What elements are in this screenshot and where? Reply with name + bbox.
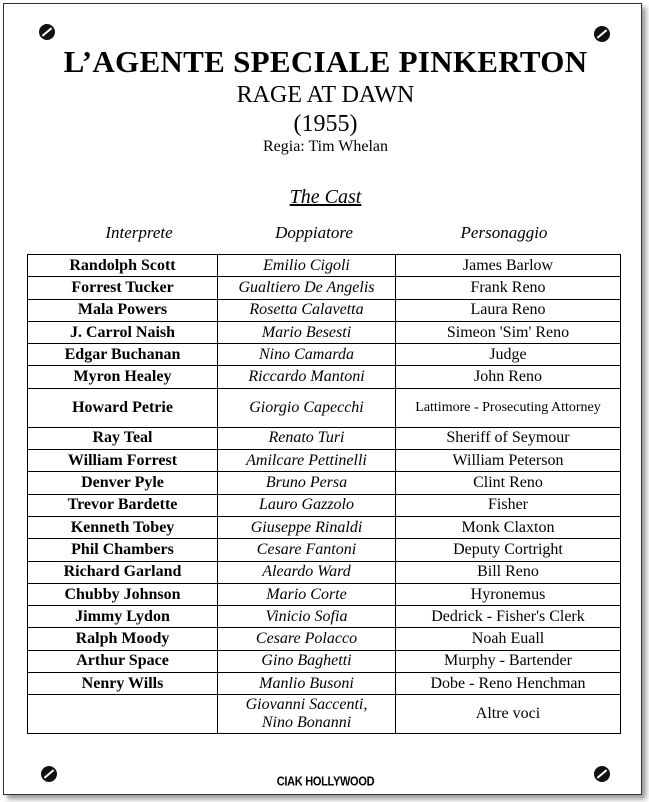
- cell-dubber: Giorgio Capecchi: [218, 388, 396, 427]
- cell-actor: William Forrest: [28, 450, 218, 472]
- cell-actor: Phil Chambers: [28, 539, 218, 561]
- cast-table: [27, 254, 621, 734]
- ciak-hollywood-logo: CIAK HOLLYWOOD: [276, 774, 375, 790]
- cell-character: Altre voci: [396, 695, 621, 734]
- cell-dubber: Bruno Persa: [218, 472, 396, 494]
- cell-actor: Trevor Bardette: [28, 494, 218, 516]
- column-header-character: Personaggio: [460, 223, 548, 242]
- cast-heading: The Cast: [289, 186, 362, 208]
- table-row: [28, 321, 621, 343]
- cell-character: Sheriff of Seymour: [396, 427, 621, 449]
- table-row: [28, 450, 621, 472]
- table-row: [28, 494, 621, 516]
- cell-actor: Jimmy Lydon: [28, 606, 218, 628]
- table-row: [28, 516, 621, 538]
- cell-character: Murphy - Bartender: [396, 650, 621, 672]
- cell-dubber: Lauro Gazzolo: [218, 494, 396, 516]
- table-row: [28, 366, 621, 388]
- cell-dubber: Amilcare Pettinelli: [218, 450, 396, 472]
- cell-actor: Edgar Buchanan: [28, 344, 218, 366]
- cell-dubber: Gualtiero De Angelis: [218, 277, 396, 299]
- cell-character: Dobe - Reno Henchman: [396, 673, 621, 695]
- cell-character: Simeon 'Sim' Reno: [396, 321, 621, 343]
- table-row: [28, 695, 621, 734]
- cell-character: Frank Reno: [396, 277, 621, 299]
- cell-dubber: Aleardo Ward: [218, 561, 396, 583]
- cell-character: James Barlow: [396, 255, 621, 277]
- cell-actor: Ralph Moody: [28, 628, 218, 650]
- cell-dubber: Nino Camarda: [218, 344, 396, 366]
- cell-character: John Reno: [396, 366, 621, 388]
- cell-character: Monk Claxton: [396, 516, 621, 538]
- column-header-dubber: Doppiatore: [275, 223, 353, 242]
- table-row: [28, 628, 621, 650]
- table-row: [28, 673, 621, 695]
- cell-actor: [28, 695, 218, 734]
- page-title: L’AGENTE SPECIALE PINKERTON: [63, 44, 588, 79]
- cell-actor: Ray Teal: [28, 427, 218, 449]
- cell-dubber: Manlio Busoni: [218, 673, 396, 695]
- cell-character: Laura Reno: [396, 299, 621, 321]
- cell-actor: Chubby Johnson: [28, 583, 218, 605]
- cell-actor: Mala Powers: [28, 299, 218, 321]
- cell-actor: Denver Pyle: [28, 472, 218, 494]
- cell-actor: Myron Healey: [28, 366, 218, 388]
- cell-dubber: Cesare Fantoni: [218, 539, 396, 561]
- cell-dubber: Rosetta Calavetta: [218, 299, 396, 321]
- cell-character: Clint Reno: [396, 472, 621, 494]
- table-row: [28, 472, 621, 494]
- table-row: [28, 277, 621, 299]
- cell-character: Deputy Cortright: [396, 539, 621, 561]
- cell-actor: Forrest Tucker: [28, 277, 218, 299]
- original-title: RAGE AT DAWN: [236, 82, 415, 108]
- cell-dubber: Riccardo Mantoni: [218, 366, 396, 388]
- director: Regia: Tim Whelan: [262, 138, 389, 155]
- table-row: [28, 427, 621, 449]
- table-row: [28, 606, 621, 628]
- column-header-actor: Interprete: [105, 223, 173, 242]
- cell-dubber: Mario Besesti: [218, 321, 396, 343]
- table-row: [28, 388, 621, 427]
- cell-dubber: Renato Turi: [218, 427, 396, 449]
- table-row: [28, 539, 621, 561]
- cell-dubber: Vinicio Sofia: [218, 606, 396, 628]
- table-row: [28, 650, 621, 672]
- cell-actor: Kenneth Tobey: [28, 516, 218, 538]
- table-row: [28, 344, 621, 366]
- cell-actor: Arthur Space: [28, 650, 218, 672]
- cell-character: Lattimore - Prosecuting Attorney: [396, 388, 621, 427]
- cell-character: Fisher: [396, 494, 621, 516]
- table-row: [28, 255, 621, 277]
- cell-character: Noah Euall: [396, 628, 621, 650]
- cell-actor: J. Carrol Naish: [28, 321, 218, 343]
- cell-dubber: Emilio Cigoli: [218, 255, 396, 277]
- table-row: [28, 561, 621, 583]
- cell-dubber: Giuseppe Rinaldi: [218, 516, 396, 538]
- cell-dubber: Gino Baghetti: [218, 650, 396, 672]
- cell-dubber: Cesare Polacco: [218, 628, 396, 650]
- release-year: (1955): [293, 111, 358, 137]
- cell-character: Judge: [396, 344, 621, 366]
- cell-character: Bill Reno: [396, 561, 621, 583]
- table-row: [28, 583, 621, 605]
- screw-icon: [594, 26, 610, 42]
- cell-actor: Randolph Scott: [28, 255, 218, 277]
- screw-icon: [39, 24, 55, 40]
- cast-plate: [3, 3, 642, 795]
- table-row: [28, 299, 621, 321]
- cell-character: Hyronemus: [396, 583, 621, 605]
- cell-dubber: Giovanni Saccenti, Nino Bonanni: [218, 695, 396, 734]
- cell-character: Dedrick - Fisher's Clerk: [396, 606, 621, 628]
- cell-actor: Richard Garland: [28, 561, 218, 583]
- cell-dubber: Mario Corte: [218, 583, 396, 605]
- cell-actor: Howard Petrie: [28, 388, 218, 427]
- cell-actor: Nenry Wills: [28, 673, 218, 695]
- cell-character: William Peterson: [396, 450, 621, 472]
